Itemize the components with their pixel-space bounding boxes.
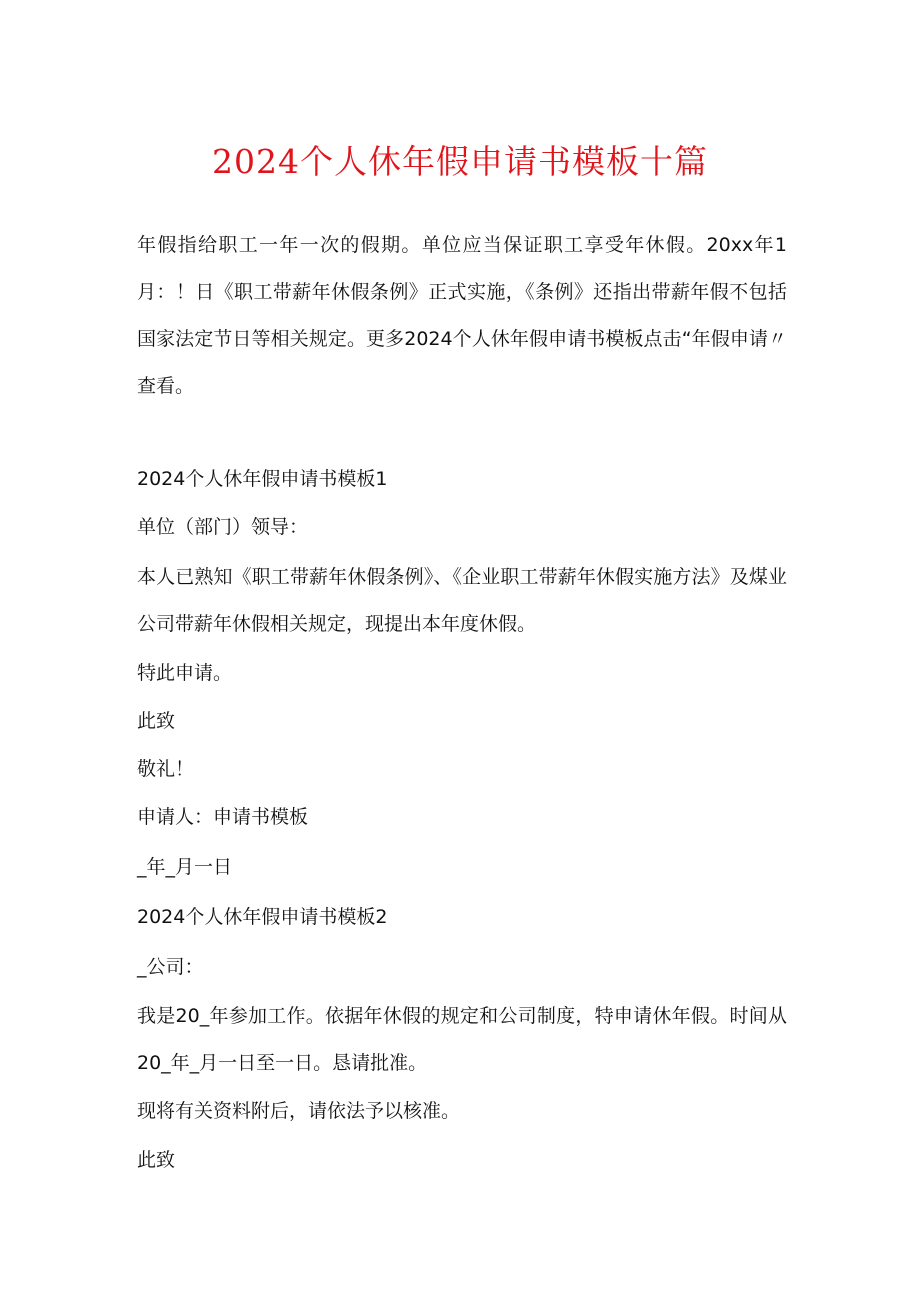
template2-salutation: _公司： (137, 956, 204, 978)
template2-attachment: 现将有关资料附后，请依法予以核准。 (137, 1100, 461, 1122)
template1-body: 本人已熟知《职工带薪年休假条例》、《企业职工带薪年休假实施方法》及煤业公司带薪年休假相关规定，现提出本年度休假。 (137, 566, 787, 635)
template1-closing-2: 敬礼！ (137, 758, 195, 780)
document-title: 2024个人休年假申请书模板十篇 (212, 142, 708, 181)
template1-closing-1: 此致 (137, 710, 176, 732)
template2-closing-1: 此致 (137, 1149, 176, 1171)
template1-applicant: 申请人：申请书模板 (137, 806, 309, 828)
template1-date: _年_月一日 (137, 856, 233, 878)
intro-paragraph: 年假指给职工一年一次的假期。单位应当保证职工享受年休假。20xx年1月：！日《职工带薪年休假条例》正式实施，《条例》还指出带薪年假不包括国家法定节日等相关规定。更多2024个人休年假申请书模板点击“年假申请〃查看。 (137, 234, 787, 397)
template2-body: 我是20_年参加工作。依据年休假的规定和公司制度，特申请休年假。时间从20_年_月一日至一日。恳请批准。 (137, 1005, 787, 1074)
template1-salutation: 单位（部门）领导： (137, 516, 309, 538)
template2-heading: 2024个人休年假申请书模板2 (137, 906, 388, 928)
template1-heading: 2024个人休年假申请书模板1 (137, 468, 388, 490)
template1-request: 特此申请。 (137, 662, 233, 684)
